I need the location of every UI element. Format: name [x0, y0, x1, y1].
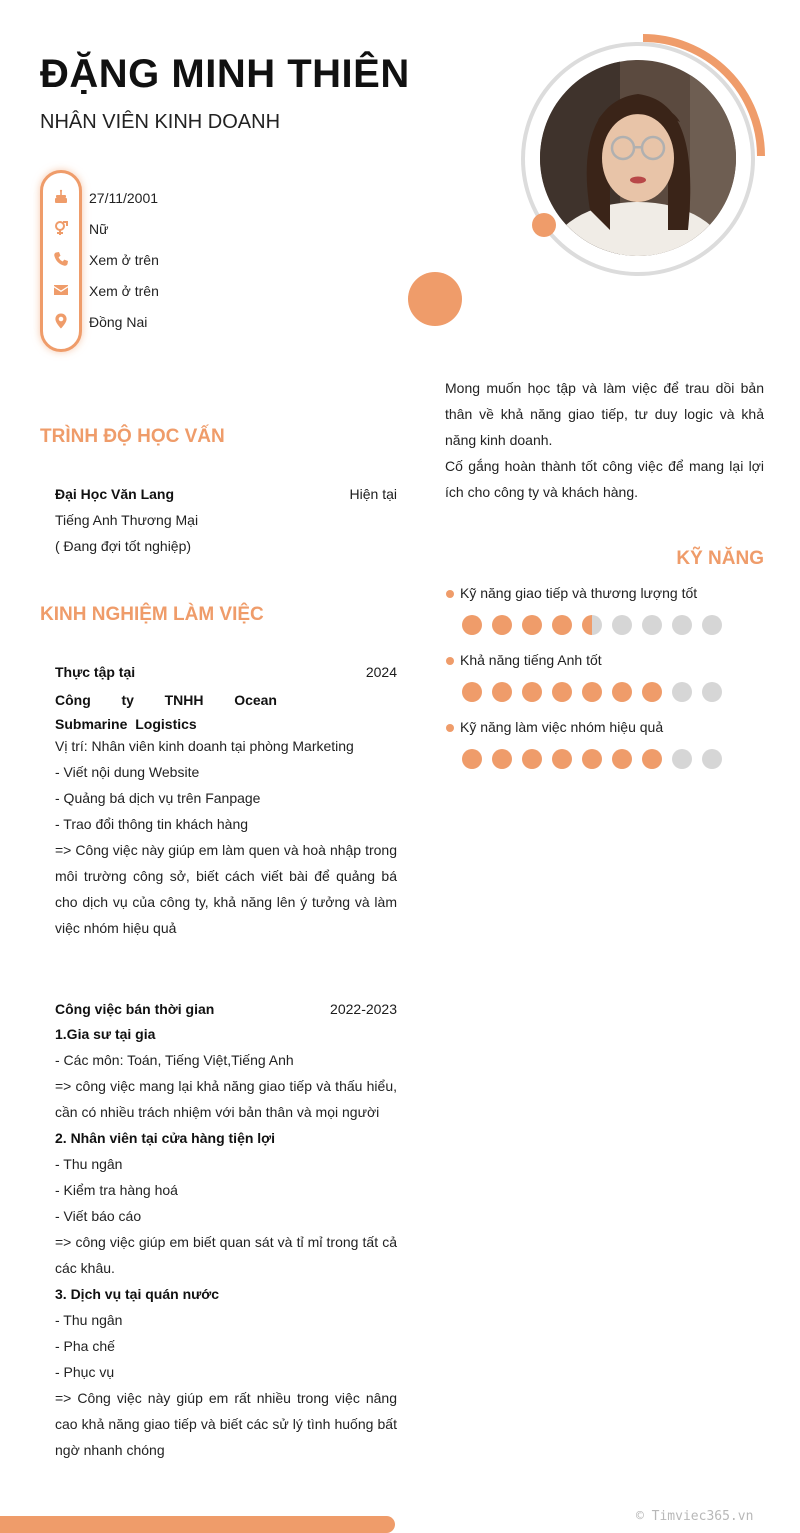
skill-rating-dot	[642, 749, 662, 769]
skill-bullet	[446, 657, 454, 665]
skill-rating-dot	[642, 682, 662, 702]
skill-rating-dot	[492, 682, 512, 702]
job2-line: - Thu ngân	[55, 1156, 123, 1172]
job2-heading: Công việc bán thời gian	[55, 1001, 215, 1017]
job1-line: - Viết nội dung Website	[55, 764, 200, 780]
skill-label: Kỹ năng làm việc nhóm hiệu quả	[460, 719, 664, 735]
job1-description	[55, 733, 397, 941]
watermark: © Timviec365.vn	[636, 1509, 754, 1524]
skill-rating-dot	[702, 749, 722, 769]
job2-subheading: 2. Nhân viên tại cửa hàng tiện lợi	[55, 1130, 276, 1146]
job1-company: Công ty TNHH Ocean Submarine Logistics	[55, 692, 277, 732]
job1-header-row	[55, 664, 397, 680]
skill-rating-dot	[612, 749, 632, 769]
skill-rating-dot	[462, 615, 482, 635]
skill-rating-dot	[582, 615, 602, 635]
skill-rating-dot	[612, 615, 632, 635]
objective-paragraph: Mong muốn học tập và làm việc để trau dồi bản thân về khả năng giao tiếp, tư duy logic và khả năng kinh doanh.	[445, 380, 764, 448]
skill-rating-dot	[672, 749, 692, 769]
education-details	[55, 507, 397, 559]
job2-line: - Thu ngân	[55, 1312, 123, 1328]
job2-line: - Viết báo cáo	[55, 1208, 142, 1224]
skill-rating-dot	[522, 749, 542, 769]
job1-time: 2024	[365, 664, 397, 680]
job1-heading: Thực tập tại	[55, 664, 136, 680]
skill-rating	[462, 682, 722, 702]
skill-rating-dot	[492, 749, 512, 769]
skill-rating-dot	[672, 615, 692, 635]
skill-rating	[462, 615, 722, 635]
job2-line: => công việc mang lại khả năng giao tiếp và thấu hiểu, cần có nhiều trách nhiệm với bản thân và mọi người	[55, 1078, 397, 1120]
skill-bullet	[446, 724, 454, 732]
skill-rating-dot	[552, 749, 572, 769]
email-icon	[51, 280, 71, 300]
job2-time: 2022-2023	[330, 1001, 397, 1017]
job2-line: => Công việc này giúp em rất nhiều trong việc nâng cao khả năng giao tiếp và biết các sử lý tình huống bất ngờ nhanh chóng	[55, 1390, 397, 1458]
decorative-dot-small	[532, 213, 556, 237]
experience-section-title: KINH NGHIỆM LÀM VIỆC	[40, 604, 264, 625]
skill-label: Kỹ năng giao tiếp và thương lượng tốt	[460, 585, 698, 601]
address: Đồng Nai	[89, 314, 148, 330]
job1-line: Vị trí: Nhân viên kinh doanh tại phòng Marketing	[55, 738, 354, 754]
skill-rating-dot	[702, 682, 722, 702]
job2-line: - Kiểm tra hàng hoá	[55, 1182, 178, 1198]
profile-photo	[540, 60, 736, 256]
job2-header-row	[55, 1001, 397, 1017]
skill-rating-dot	[462, 749, 482, 769]
job-title: NHÂN VIÊN KINH DOANH	[40, 111, 281, 133]
education-note: ( Đang đợi tốt nghiệp)	[55, 538, 192, 554]
candidate-name: ĐẶNG MINH THIÊN	[40, 52, 410, 96]
skill-rating-dot	[522, 682, 542, 702]
education-time: Hiện tại	[349, 486, 397, 502]
job2-line: - Pha chế	[55, 1338, 115, 1354]
job2-description	[55, 1021, 397, 1463]
gender-icon	[51, 218, 71, 238]
skill-rating-dot	[582, 749, 602, 769]
gender: Nữ	[89, 221, 109, 237]
objective-paragraph: Cố gắng hoàn thành tốt công việc để mang lại lợi ích cho công ty và khách hàng.	[445, 458, 764, 500]
skill-rating-dot	[702, 615, 722, 635]
job2-subheading: 3. Dịch vụ tại quán nước	[55, 1286, 220, 1302]
career-objective	[445, 375, 764, 505]
skill-rating-dot	[642, 615, 662, 635]
skill-rating-dot	[552, 682, 572, 702]
skills-section-title: KỸ NĂNG	[676, 548, 764, 569]
phone: Xem ở trên	[89, 252, 159, 268]
skill-label: Khả năng tiếng Anh tốt	[460, 652, 602, 668]
education-header-row	[55, 486, 397, 502]
skill-rating-dot	[582, 682, 602, 702]
major: Tiếng Anh Thương Mại	[55, 512, 199, 528]
job1-line: - Trao đổi thông tin khách hàng	[55, 816, 249, 832]
skill-rating	[462, 749, 722, 769]
location-pin-icon	[51, 311, 71, 331]
phone-icon	[51, 249, 71, 269]
job1-line: - Quảng bá dịch vụ trên Fanpage	[55, 790, 261, 806]
job2-line: - Phục vụ	[55, 1364, 115, 1380]
education-section-title: TRÌNH ĐỘ HỌC VẤN	[40, 426, 225, 447]
school-name: Đại Học Văn Lang	[55, 486, 175, 502]
skill-rating-dot	[492, 615, 512, 635]
job2-line: - Các môn: Toán, Tiếng Việt,Tiếng Anh	[55, 1052, 294, 1068]
skill-rating-dot	[672, 682, 692, 702]
birthday-cake-icon	[51, 187, 71, 207]
job2-line: => công việc giúp em biết quan sát và tỉ mỉ trong tất cả các khâu.	[55, 1234, 397, 1276]
skill-rating-dot	[522, 615, 542, 635]
skill-rating-dot	[462, 682, 482, 702]
job1-line: => Công việc này giúp em làm quen và hoà nhập trong môi trường công sở, biết cách viết bài để quảng bá cho dịch vụ của công ty, khả năng lên ý tưởng và làm việc nhóm hiệu quả	[55, 842, 397, 936]
footer-accent-bar	[0, 1516, 395, 1533]
skill-bullet	[446, 590, 454, 598]
decorative-dot-large	[408, 272, 462, 326]
job2-subheading: 1.Gia sư tại gia	[55, 1026, 156, 1042]
skill-rating-dot	[552, 615, 572, 635]
birth-date: 27/11/2001	[89, 190, 159, 206]
email: Xem ở trên	[89, 283, 159, 299]
skill-rating-dot	[612, 682, 632, 702]
